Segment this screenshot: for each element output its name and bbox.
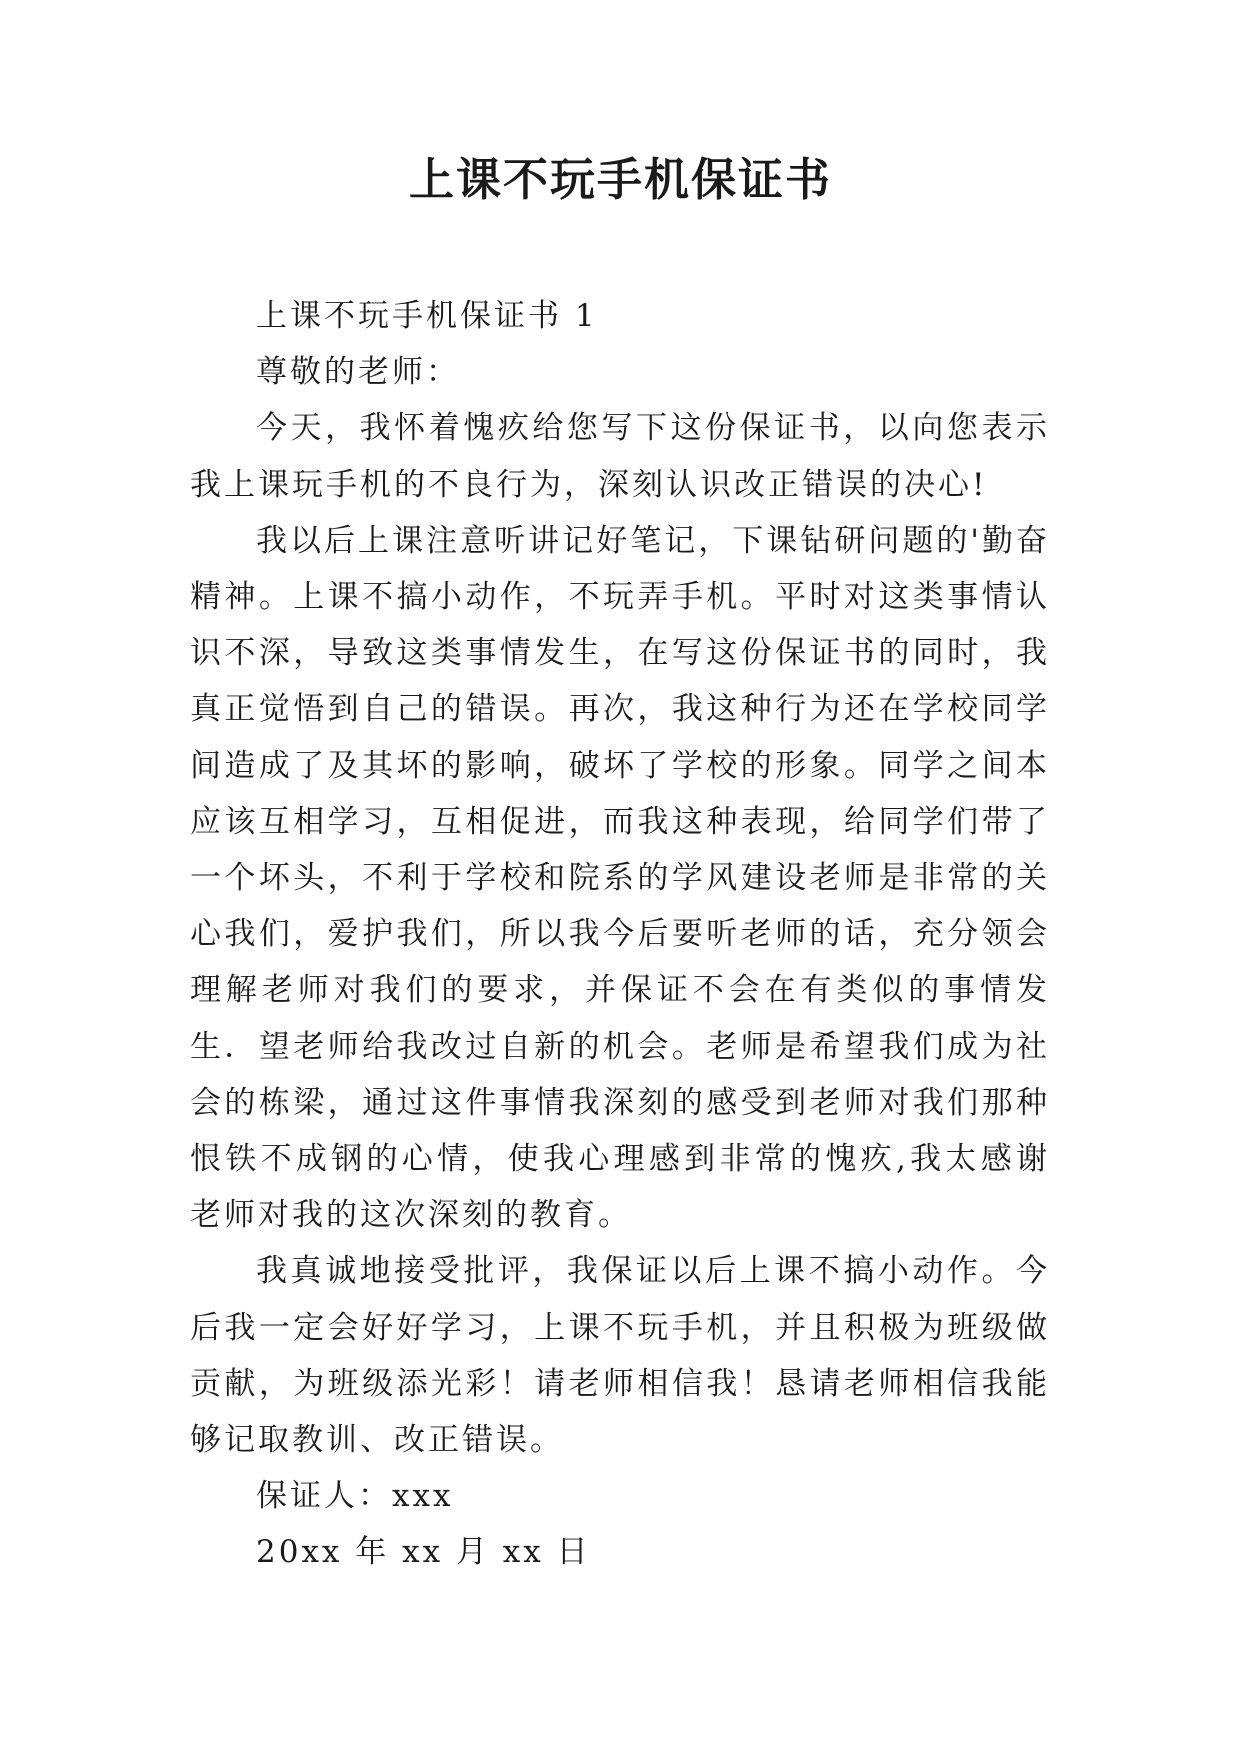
signature: 保证人：xxx	[256, 1478, 454, 1515]
paragraph-intro: 今天，我怀着愧疚给您写下这份保证书，以向您表示我上课玩手机的不良行为，深刻认识改正错误的决心!	[190, 410, 1050, 503]
date: 20xx 年 xx 月 xx 日	[256, 1534, 591, 1571]
salutation: 尊敬的老师：	[256, 354, 460, 391]
document-body	[190, 288, 1050, 1581]
paragraph-main: 我以后上课注意听讲记好笔记，下课钻研问题的'勤奋精神。上课不搞小动作，不玩弄手机。平时对这类事情认识不深，导致这类事情发生，在写这份保证书的同时，我真正觉悟到自己的错误。再次，我这种行为还在学校同学间造成了及其坏的影响，破坏了学校的形象。同学之间本应该互相学习，互相促进，而我这种表现，给同学们带了一个坏头，不利于学校和院系的学风建设老师是非常的关心我们，爱护我们，所以我今后要听老师的话，充分领会理解老师对我们的要求，并保证不会在有类似的事情发生．望老师给我改过自新的机会。老师是希望我们成为社会的栋梁，通过这件事情我深刻的感受到老师对我们那种恨铁不成钢的心情，使我心理感到非常的愧疚,我太感谢老师对我的这次深刻的教育。	[190, 522, 1050, 1234]
document-subtitle: 上课不玩手机保证书 1	[256, 298, 598, 334]
document-title: 上课不玩手机保证书	[408, 153, 832, 206]
paragraph-closing: 我真诚地接受批评，我保证以后上课不搞小动作。今后我一定会好好学习，上课不玩手机，并且积极为班级做贡献，为班级添光彩！请老师相信我！恳请老师相信我能够记取教训、改正错误。	[190, 1253, 1050, 1459]
